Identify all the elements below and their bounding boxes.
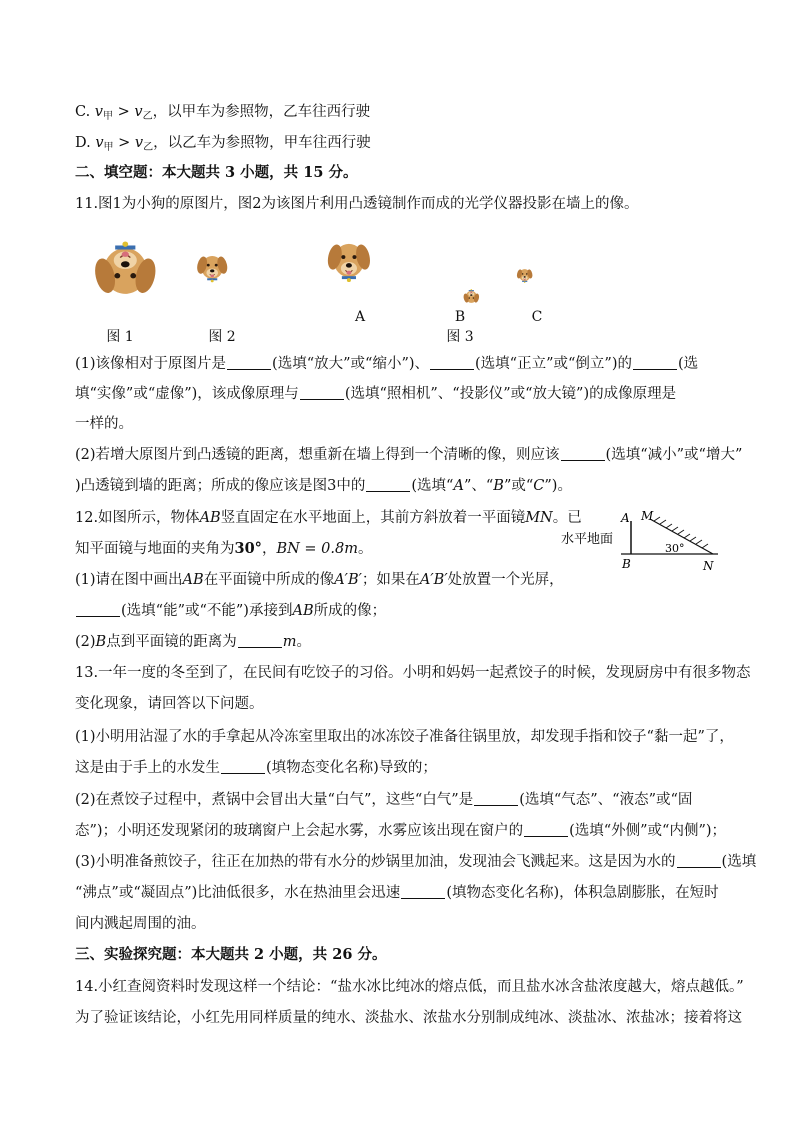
caption-fig1: 图 1	[106, 329, 134, 345]
q14-line2: 为了验证该结论，小红先用同样质量的纯水、淡盐水、浓盐水分别制成纯冰、淡盐冰、浓盐冰；接着将这	[75, 1010, 742, 1026]
q13-part3-line2: “沸点”或“凝固点”)比油低很多，水在热油里会迅速 (填物态变化名称)，体积急剧膨胀，在短时	[75, 885, 719, 901]
caption-fig3: 图 3	[446, 329, 474, 345]
q13-part3-line1: (3)小明准备煎饺子，往正在加热的带有水分的炒锅里加油，发现油会飞溅起来。这是因为水的 (选填	[75, 854, 757, 870]
label-m: M	[641, 509, 654, 523]
answer-blank[interactable]	[221, 759, 265, 774]
answer-blank[interactable]	[561, 446, 605, 461]
mirror-diagram	[555, 505, 730, 577]
answer-blank[interactable]	[238, 633, 282, 648]
answer-blank[interactable]	[300, 385, 344, 400]
q13-stem-line1: 13.一年一度的冬至到了，在民间有吃饺子的习俗。小明和妈妈一起煮饺子的时候，发现厨房中有很多物态	[75, 665, 751, 681]
dog-photo-fig2	[193, 250, 255, 308]
answer-blank[interactable]	[633, 355, 677, 370]
label-angle: 30°	[665, 542, 685, 555]
section-2-heading: 二、填空题：本大题共 3 小题，共 15 分。	[75, 164, 358, 181]
q13-part2-line2: 态”)；小明还发现紧闭的玻璃窗户上会起水雾，水雾应该出现在窗户的 (选填“外侧”或“内侧”)；	[75, 823, 727, 839]
q11-part1-line3: 一样的。	[75, 416, 133, 432]
q12-part1-line2: (选填“能”或“不能”)承接到AB所成的像；	[75, 601, 386, 621]
caption-c: C	[531, 309, 543, 325]
label-a: A	[621, 511, 630, 525]
q11-part1-line2: 填“实像”或“虚像”)，该成像原理与 (选填“照相机”、“投影仪”或“放大镜”)的成像原理是	[75, 386, 677, 402]
answer-blank[interactable]	[524, 822, 568, 837]
label-n: N	[703, 559, 714, 573]
q14-line1: 14.小红查阅资料时发现这样一个结论：“盐水冰比纯冰的熔点低，而且盐水冰含盐浓度越大，熔点越低。”	[75, 979, 744, 995]
q12-part1-line1: (1)请在图中画出AB在平面镜中所成的像A′B′；如果在A′B′处放置一个光屏，	[75, 572, 564, 588]
dog-photo-c	[515, 266, 559, 308]
q13-part2-line1: (2)在煮饺子过程中，煮锅中会冒出大量“白气”，这些“白气”是 (选填“气态”、“液态”或“固	[75, 792, 693, 808]
q10-option-d: D. $v_甲 > v_乙$，以乙车为参照物，甲车往西行驶	[75, 135, 371, 153]
q12-stem-line2: 知平面镜与地面的夹角为30°，BN = 0.8m。	[75, 540, 373, 557]
q12-part2: (2)B点到平面镜的距离为 m。	[75, 634, 311, 650]
section-3-heading: 三、实验探究题：本大题共 2 小题，共 26 分。	[75, 946, 387, 963]
q10-option-c: C. $v_甲 > v_乙$，以甲车为参照物，乙车往西行驶	[75, 104, 371, 122]
answer-blank[interactable]	[474, 791, 518, 806]
answer-blank[interactable]	[430, 355, 474, 370]
q13-part3-line3: 间内溅起周围的油。	[75, 916, 206, 932]
q11-part2-line1: (2)若增大原图片到凸透镜的距离，想重新在墙上得到一个清晰的像，则应该 (选填“减小”或“增大”	[75, 447, 743, 463]
caption-b: B	[454, 309, 466, 325]
q11-part2-line2: )凸透镜到墙的距离；所成的像应该是图3中的 (选填“A”、“B”或“C”)。	[75, 478, 572, 494]
q13-part1-line1: (1)小明用沾湿了水的手拿起从冷冻室里取出的冰冻饺子准备往锅里放，却发现手指和饺子“黏一起”了，	[75, 729, 734, 745]
dog-photo-b	[437, 264, 481, 306]
q11-part1-line1: (1)该像相对于原图片是 (选填“放大”或“缩小”)、 (选填“正立”或“倒立”)的 (选	[75, 356, 699, 372]
label-ground: 水平地面	[561, 532, 614, 547]
caption-a: A	[354, 309, 366, 325]
q13-stem-line2: 变化现象，请回答以下问题。	[75, 696, 264, 712]
label-b: B	[622, 557, 631, 571]
q11-stem: 11.图1为小狗的原图片，图2为该图片利用凸透镜制作而成的光学仪器投影在墙上的像。	[75, 196, 639, 212]
caption-fig2: 图 2	[208, 329, 236, 345]
answer-blank[interactable]	[227, 355, 271, 370]
answer-blank[interactable]	[401, 884, 445, 899]
q12-stem-line1: 12.如图所示，物体AB竖直固定在水平地面上，其前方斜放着一平面镜MN。已	[75, 510, 582, 526]
answer-blank[interactable]	[366, 477, 410, 492]
q13-part1-line2: 这是由于手上的水发生 (填物态变化名称)导致的；	[75, 760, 437, 776]
dog-photo-fig1	[76, 224, 164, 306]
answer-blank[interactable]	[76, 602, 120, 617]
dog-photo-a	[323, 235, 395, 305]
answer-blank[interactable]	[677, 853, 721, 868]
